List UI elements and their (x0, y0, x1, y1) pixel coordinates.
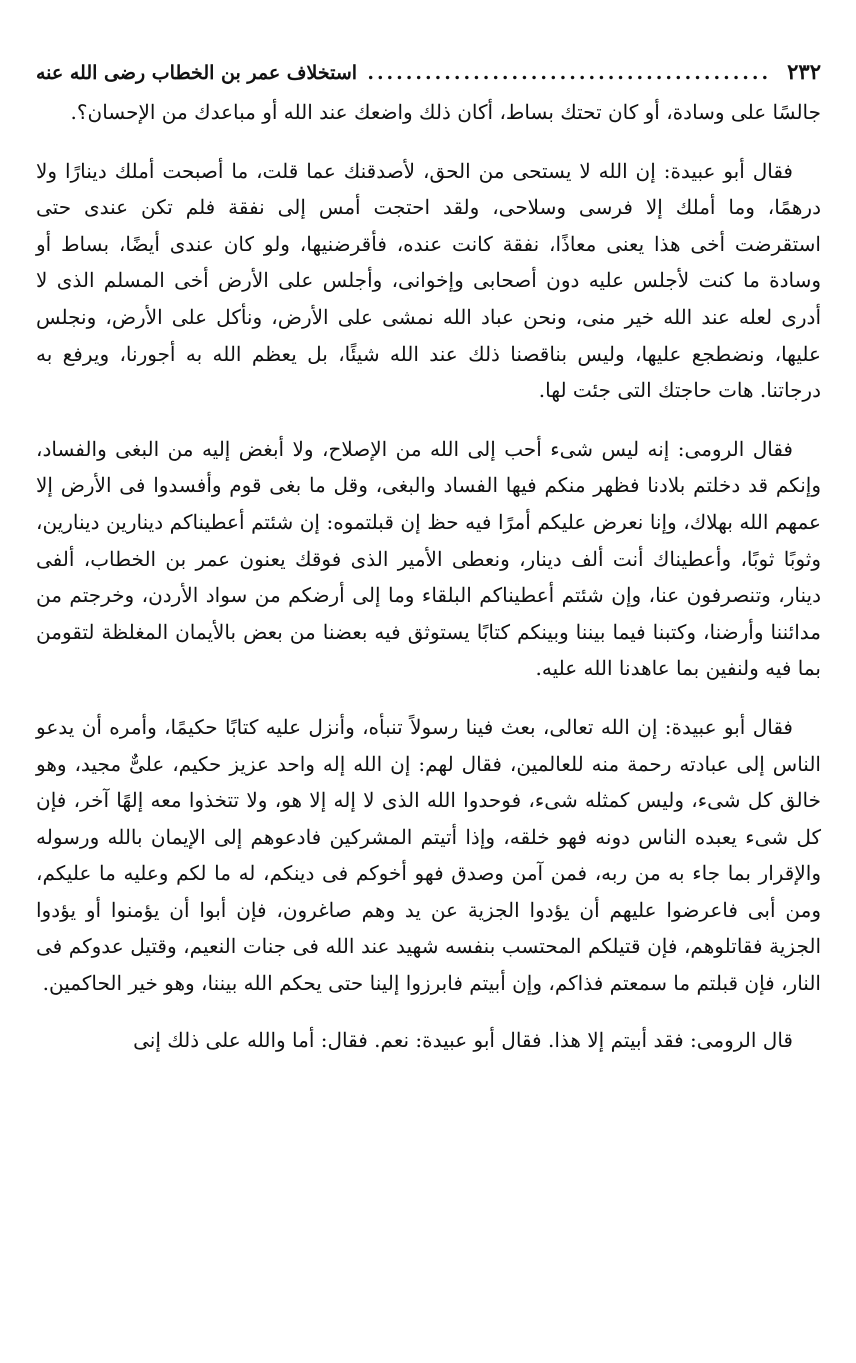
running-header (36, 54, 821, 94)
page-number: ٢٣٢ (787, 59, 821, 84)
paragraph-continued: جالسًا على وسادة، أو كان تحتك بساط، أكان ذلك واضعك عند الله أو مباعدك من الإحسان؟. (70, 100, 821, 124)
dot-leader: .......................................... (367, 62, 772, 84)
paragraph-abu-ubaida-call: فقال أبو عبيدة: إن الله تعالى، بعث فينا رسولاً تنبأه، وأنزل عليه كتابًا حكيمًا، وأمره أن يدعو الناس إلى عبادته رحمة منه للعالمين، فقال لهم: إن الله إله واحد عزيز حكيم، علىٌّ مجيد، وهو خالق كل شىء، وليس كمثله شىء، فوحدوا الله الذى لا إله إلا هو، ولا تتخذوا معه إلهًا آخر، فإن كل شىء يعبده الناس دونه فهو خلقه، وإذا أتيتم المشركين فادعوهم إلى الإيمان بالله ورسوله والإقرار بما جاء به من ربه، فمن آمن وصدق فهو أخوكم فى دينكم، له ما لكم وعليه ما عليكم، ومن أبى فاعرضوا عليهم أن يؤدوا الجزية عن يد وهم صاغرون، فإن أبوا أن يؤمنوا أو يؤدوا الجزية فقاتلوهم، فإن قتيلكم المحتسب بنفسه شهيد عند الله فى جنات النعيم، وقتيل عدوكم فى النار، فإن قبلتم ما سمعتم فذاكم، وإن أبيتم فابرزوا إلينا حتى يحكم الله بيننا، وهو خير الحاكمين. (36, 714, 821, 996)
chapter-title: استخلاف عمر بن الخطاب رضى الله عنه (36, 62, 358, 84)
book-page (36, 54, 821, 1058)
paragraph-abu-ubaida-reply: فقال أبو عبيدة: إن الله لا يستحى من الحق، لأصدقنك عما قلت، ما أصبحت أملك دينارًا ولا درهمًا، وما أملك إلا فرسى وسلاحى، ولقد احتجت أمس إلى نفقة فلم تكن عندى حتى استقرضت أخى هذا يعنى معاذًا، نفقة كانت عنده، فأقرضنيها، ولو كان عندى أيضًا، بساط أو وسادة ما كنت لأجلس عليه دون أصحابى وإخوانى، وأجلس على الأرض أخى المسلم الذى لا أدرى لعله عند الله خير منى، ونحن عباد الله نمشى على الأرض، ونأكل على الأرض، ونجلس عليها، ونضطجع عليها، وليس بناقصنا ذلك عند الله شيئًا، بل يعظم الله به أجورنا، ويرفع به درجاتنا. هات حاجتك التى جئت لها. (36, 158, 821, 403)
paragraph-roman-response: قال الرومى: فقد أبيتم إلا هذا. فقال أبو عبيدة: نعم. فقال: أما والله على ذلك إنى (133, 1027, 793, 1052)
paragraph-roman-offer: فقال الرومى: إنه ليس شىء أحب إلى الله من الإصلاح، ولا أبغض إليه من البغى والفساد، وإنكم قد دخلتم بلادنا فظهر منكم فيها الفساد والبغى، وقل ما بغى قوم وأفسدوا فى الأرض إلا عمهم الله بهلاك، وإنا نعرض عليكم أمرًا فيه حظ إن قبلتموه: إن شئتم أعطيناكم دينارين دينارين، وثوبًا ثوبًا، وأعطيناك أنت ألف دينار، ونعطى الأمير الذى فوقك يعنون عمر بن الخطاب، ألفى دينار، وتنصرفون عنا، وإن شئتم أعطيناكم البلقاء وما إلى أرضكم من سواد الأردن، وخرجتم من مدائننا وأرضنا، وكتبنا فيما بيننا وبينكم كتابًا يستوثق فيه بعضنا من بعض بالأيمان المغلظة لتقومن بما فيه ولنفين بما عاهدنا الله عليه. (36, 436, 821, 681)
